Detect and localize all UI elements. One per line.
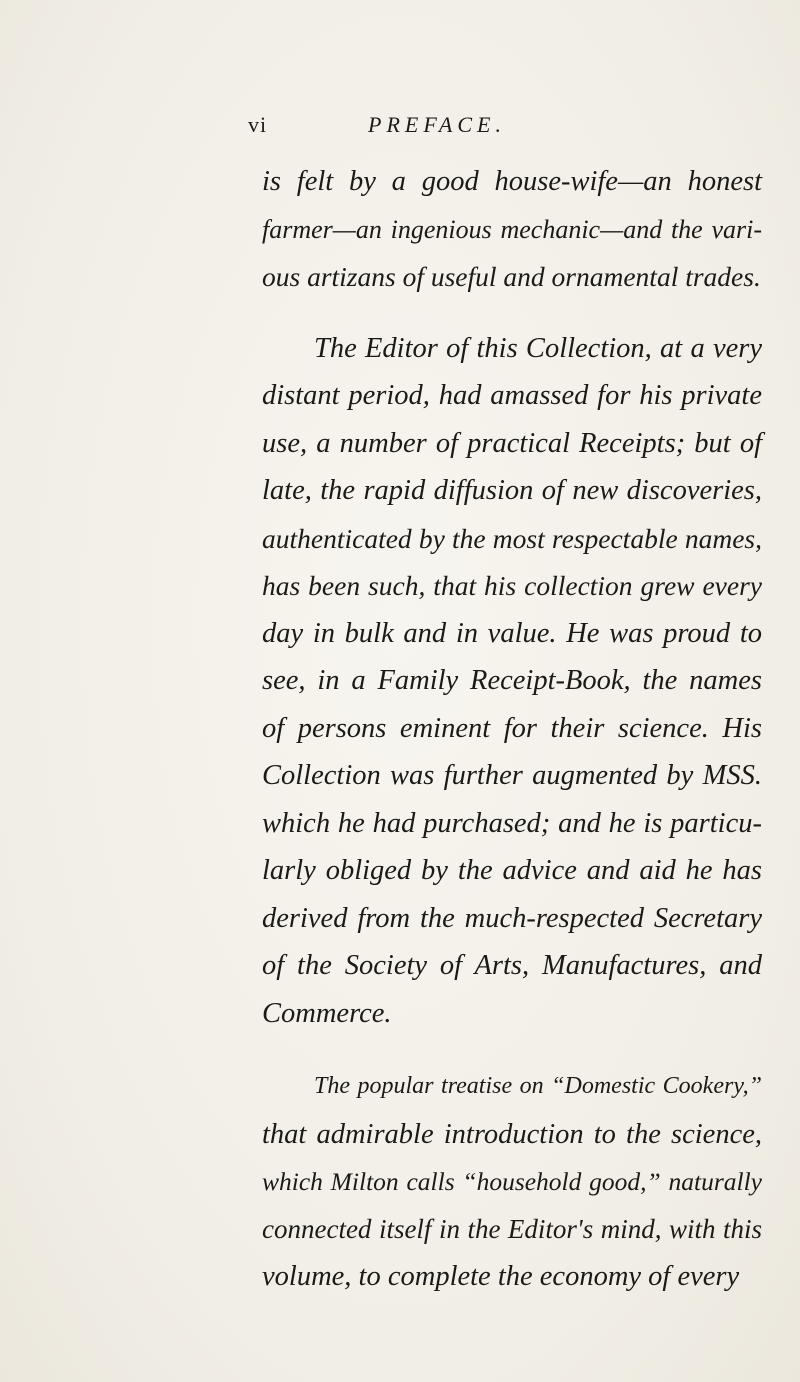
text-line: Collection was further augmented by MSS. [262,760,762,791]
page-number: vi [248,112,268,137]
text-line: The popular treatise on “Domestic Cookery,” [314,1073,762,1099]
text-line: day in bulk and in value. He was proud to [262,617,762,649]
text-line: derived from the much-respected Secretary [262,902,762,934]
text-line: which Milton calls “household good,” naturally [262,1167,762,1196]
body-text [262,158,762,1301]
running-head [0,112,800,142]
text-line: farmer—an ingenious mechanic—and the vari- [262,214,762,244]
text-line: late, the rapid diffusion of new discoveries, [262,475,762,506]
text-line: that admirable introduction to the science, [262,1118,762,1150]
text-line: of persons eminent for their science. His [262,712,762,744]
text-line: see, in a Family Receipt-Book, the names [262,665,762,696]
paragraph-spacer [262,1037,762,1063]
text-line: is felt by a good house-wife—an honest [262,166,762,197]
text-line: use, a number of practical Receipts; but of [262,427,762,459]
text-line: which he had purchased; and he is particu- [262,807,762,839]
paragraph-2 [262,325,762,1038]
text-line: connected itself in the Editor's mind, with this [262,1213,762,1244]
paragraph-1 [262,158,762,301]
text-line: ous artizans of useful and ornamental trades. [262,261,761,292]
text-line: larly obliged by the advice and aid he has [262,855,762,886]
running-title: PREFACE. [368,112,506,137]
text-line: of the Society of Arts, Manufactures, and [262,950,762,981]
text-line: authenticated by the most respectable names, [262,522,762,554]
text-line: has been such, that his collection grew every [262,570,762,601]
text-line: distant period, had amassed for his private [262,380,762,411]
paragraph-spacer [262,301,762,325]
text-line: The Editor of this Collection, at a very [314,332,762,364]
text-line: volume, to complete the economy of every [262,1261,740,1292]
paragraph-3 [262,1063,762,1301]
text-line: Commerce. [262,997,392,1029]
